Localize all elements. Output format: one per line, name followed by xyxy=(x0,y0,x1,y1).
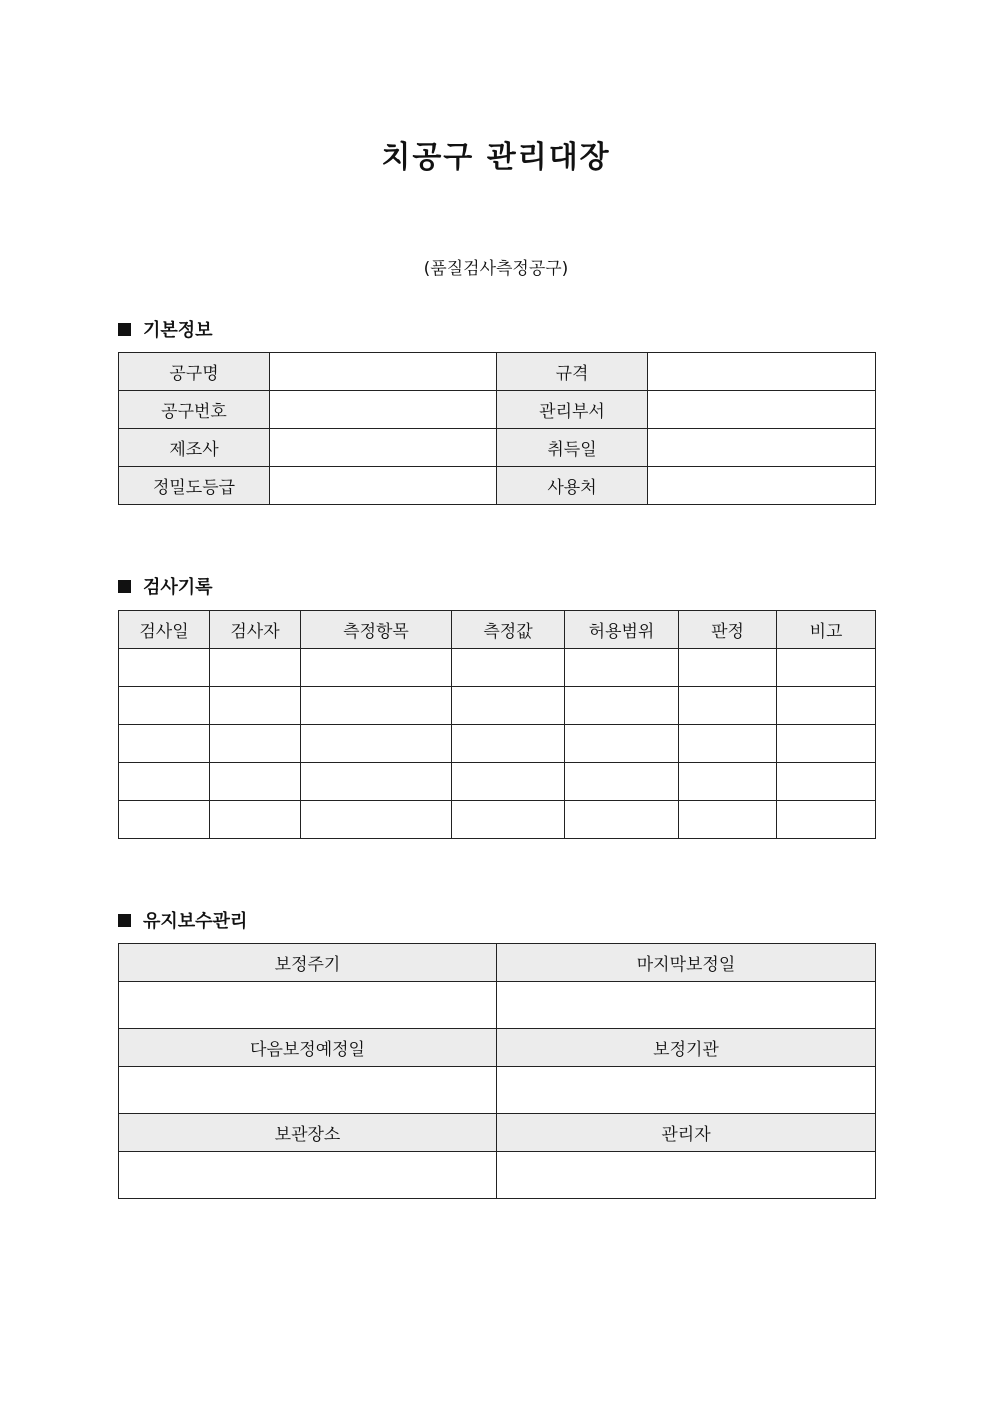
label-row xyxy=(119,1029,876,1067)
table-row xyxy=(119,353,876,391)
field-label: 취득일 xyxy=(497,429,648,467)
field-label: 마지막보정일 xyxy=(497,944,876,982)
table-cell-input[interactable] xyxy=(452,687,565,725)
field-label: 보관장소 xyxy=(119,1114,497,1152)
section-heading-maintenance xyxy=(118,907,247,933)
field-label: 공구번호 xyxy=(119,391,270,429)
field-value-input[interactable] xyxy=(648,429,876,467)
column-header: 검사자 xyxy=(210,611,301,649)
table-row xyxy=(119,391,876,429)
table-header-row xyxy=(119,611,876,649)
section-heading-inspection xyxy=(118,573,213,599)
table-cell-input[interactable] xyxy=(679,649,777,687)
section-heading-label: 유지보수관리 xyxy=(143,911,248,932)
square-bullet-icon xyxy=(118,323,131,336)
table-cell-input[interactable] xyxy=(452,801,565,839)
table-cell-input[interactable] xyxy=(301,649,452,687)
table-cell-input[interactable] xyxy=(565,801,679,839)
field-value-input[interactable] xyxy=(270,429,497,467)
table-row xyxy=(119,467,876,505)
field-label: 제조사 xyxy=(119,429,270,467)
table-cell-input[interactable] xyxy=(210,763,301,801)
field-label: 규격 xyxy=(497,353,648,391)
table-cell-input[interactable] xyxy=(679,687,777,725)
field-value-input[interactable] xyxy=(497,982,876,1029)
table-cell-input[interactable] xyxy=(679,763,777,801)
square-bullet-icon xyxy=(118,914,131,927)
table-cell-input[interactable] xyxy=(119,649,210,687)
table-cell-input[interactable] xyxy=(210,801,301,839)
table-cell-input[interactable] xyxy=(679,801,777,839)
field-label: 정밀도등급 xyxy=(119,467,270,505)
table-cell-input[interactable] xyxy=(119,763,210,801)
table-cell-input[interactable] xyxy=(565,763,679,801)
field-label: 보정주기 xyxy=(119,944,497,982)
table-cell-input[interactable] xyxy=(210,725,301,763)
table-cell-input[interactable] xyxy=(119,725,210,763)
page-subtitle: (품질검사측정공구) xyxy=(423,259,569,279)
field-value-input[interactable] xyxy=(119,1152,497,1199)
basic-info-table xyxy=(118,352,876,505)
table-cell-input[interactable] xyxy=(452,725,565,763)
table-cell-input[interactable] xyxy=(301,801,452,839)
field-value-input[interactable] xyxy=(648,467,876,505)
table-cell-input[interactable] xyxy=(777,801,876,839)
table-cell-input[interactable] xyxy=(210,687,301,725)
table-cell-input[interactable] xyxy=(210,649,301,687)
table-cell-input[interactable] xyxy=(777,763,876,801)
table-cell-input[interactable] xyxy=(777,725,876,763)
field-label: 공구명 xyxy=(119,353,270,391)
field-value-input[interactable] xyxy=(270,353,497,391)
column-header: 판정 xyxy=(679,611,777,649)
field-label: 사용처 xyxy=(497,467,648,505)
label-row xyxy=(119,944,876,982)
value-row xyxy=(119,982,876,1029)
field-value-input[interactable] xyxy=(119,982,497,1029)
field-label: 다음보정예정일 xyxy=(119,1029,497,1067)
table-cell-input[interactable] xyxy=(452,763,565,801)
table-row xyxy=(119,429,876,467)
field-value-input[interactable] xyxy=(119,1067,497,1114)
column-header: 비고 xyxy=(777,611,876,649)
column-header: 검사일 xyxy=(119,611,210,649)
field-label: 보정기관 xyxy=(497,1029,876,1067)
table-cell-input[interactable] xyxy=(565,725,679,763)
table-cell-input[interactable] xyxy=(777,687,876,725)
field-value-input[interactable] xyxy=(648,353,876,391)
field-value-input[interactable] xyxy=(497,1152,876,1199)
table-cell-input[interactable] xyxy=(119,687,210,725)
section-heading-label: 검사기록 xyxy=(143,577,213,598)
section-heading-label: 기본정보 xyxy=(143,320,213,341)
field-label: 관리자 xyxy=(497,1114,876,1152)
field-value-input[interactable] xyxy=(648,391,876,429)
table-row xyxy=(119,801,876,839)
table-cell-input[interactable] xyxy=(565,649,679,687)
table-cell-input[interactable] xyxy=(452,649,565,687)
table-cell-input[interactable] xyxy=(777,649,876,687)
table-row xyxy=(119,763,876,801)
field-label: 관리부서 xyxy=(497,391,648,429)
table-cell-input[interactable] xyxy=(301,687,452,725)
section-heading-basic-info xyxy=(118,316,213,342)
table-cell-input[interactable] xyxy=(679,725,777,763)
table-cell-input[interactable] xyxy=(119,801,210,839)
value-row xyxy=(119,1152,876,1199)
inspection-table xyxy=(118,610,876,839)
field-value-input[interactable] xyxy=(270,391,497,429)
value-row xyxy=(119,1067,876,1114)
field-value-input[interactable] xyxy=(497,1067,876,1114)
column-header: 허용범위 xyxy=(565,611,679,649)
field-value-input[interactable] xyxy=(270,467,497,505)
table-row xyxy=(119,687,876,725)
page-title: 치공구 관리대장 xyxy=(381,140,611,175)
table-cell-input[interactable] xyxy=(301,725,452,763)
maintenance-table xyxy=(118,943,876,1199)
column-header: 측정항목 xyxy=(301,611,452,649)
table-cell-input[interactable] xyxy=(301,763,452,801)
column-header: 측정값 xyxy=(452,611,565,649)
label-row xyxy=(119,1114,876,1152)
table-row xyxy=(119,725,876,763)
table-cell-input[interactable] xyxy=(565,687,679,725)
square-bullet-icon xyxy=(118,580,131,593)
table-row xyxy=(119,649,876,687)
